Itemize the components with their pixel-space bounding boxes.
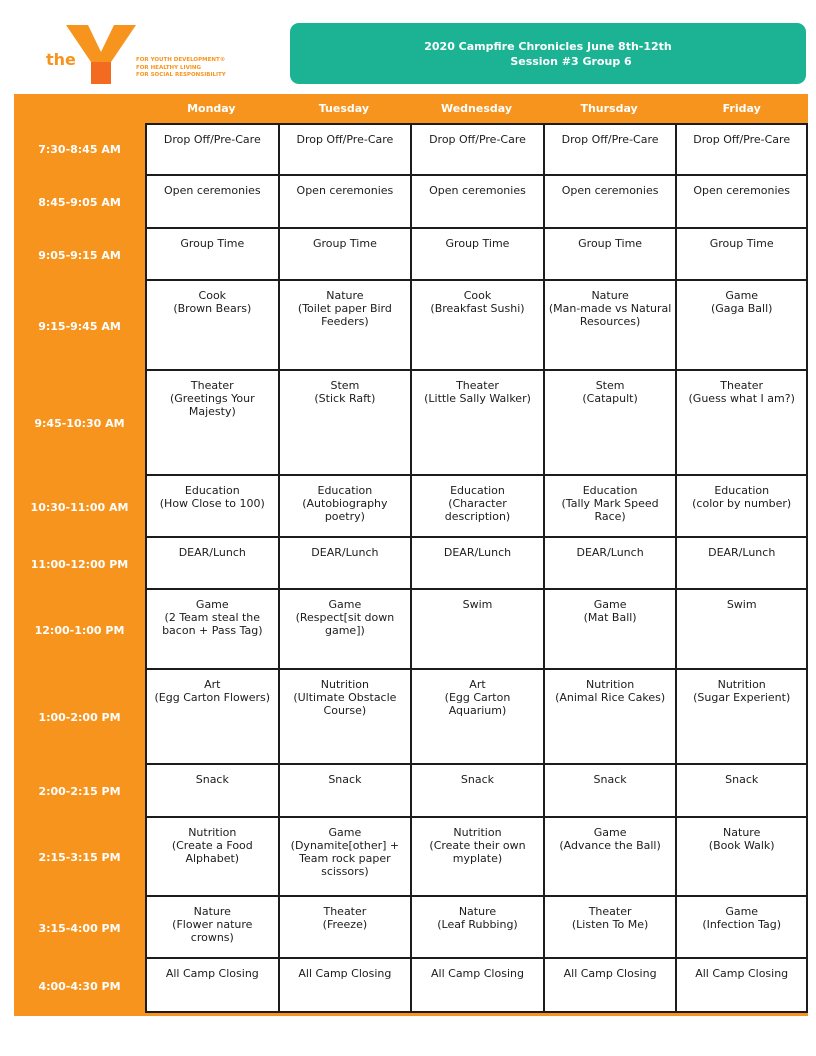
activity-cell	[410, 897, 543, 959]
activity-cell	[543, 670, 676, 765]
activity-cell	[543, 176, 676, 229]
time-slot-label: 2:15-3:15 PM	[38, 851, 121, 864]
activity-title: Nutrition	[586, 678, 635, 691]
activity-cell	[410, 590, 543, 670]
activity-detail: (Flower nature crowns)	[172, 918, 253, 944]
time-slot-label: 8:45-9:05 AM	[38, 196, 121, 209]
activity-title: Snack	[593, 773, 627, 786]
activity-cell	[278, 959, 411, 1013]
activity-detail: (Mat Ball)	[583, 611, 637, 624]
activity-cell	[675, 818, 808, 897]
activity-cell	[278, 765, 411, 818]
activity-detail: (Character description)	[444, 497, 511, 523]
activity-detail: (Egg Carton Aquarium)	[444, 691, 511, 717]
activity-title: Theater	[190, 379, 234, 392]
activity-title: Group Time	[709, 237, 774, 250]
activity-cell	[410, 281, 543, 371]
activity-cell	[543, 371, 676, 476]
activity-title: Nature	[193, 905, 231, 918]
activity-title: Nature	[458, 905, 497, 918]
activity-title: Group Time	[180, 237, 245, 250]
activity-title: Nature	[326, 289, 364, 302]
activity-detail: (Create their own myplate)	[429, 839, 526, 865]
activity-title: Snack	[195, 773, 229, 786]
activity-cell	[675, 176, 808, 229]
activity-cell	[145, 371, 278, 476]
activity-title: DEAR/Lunch	[311, 546, 379, 559]
activity-title: Drop Off/Pre-Care	[693, 133, 791, 146]
activity-title: Group Time	[312, 237, 377, 250]
activity-cell	[675, 765, 808, 818]
activity-detail: (Dynamite[other] + Team rock paper scissors)	[290, 839, 400, 878]
activity-title: Open ceremonies	[296, 184, 394, 197]
activity-detail: (Man-made vs Natural Resources)	[548, 302, 672, 328]
time-slot-label: 9:45-10:30 AM	[34, 417, 125, 430]
activity-title: Nutrition	[188, 826, 237, 839]
activity-title: Open ceremonies	[429, 184, 526, 197]
activity-cell	[278, 897, 411, 959]
time-slot-label: 12:00-1:00 PM	[34, 623, 125, 637]
activity-cell	[278, 476, 411, 538]
activity-cell	[543, 538, 676, 590]
activity-detail: (Toilet paper Bird Feeders)	[297, 302, 392, 328]
day-header-wednesday: Wednesday	[440, 102, 513, 115]
activity-cell	[278, 123, 411, 176]
activity-cell	[278, 538, 411, 590]
activity-detail: (Guess what I am?)	[688, 392, 795, 405]
activity-title: Swim	[462, 598, 493, 611]
activity-detail: (color by number)	[692, 497, 792, 510]
activity-cell	[675, 538, 808, 590]
activity-cell	[410, 959, 543, 1013]
activity-title: Art	[469, 678, 486, 691]
activity-cell	[145, 176, 278, 229]
activity-cell	[145, 670, 278, 765]
activity-cell	[145, 590, 278, 670]
activity-detail: (Respect[sit down game])	[295, 611, 395, 637]
activity-title: Stem	[595, 379, 625, 392]
activity-title: All Camp Closing	[695, 967, 789, 980]
activity-detail: (Catapult)	[582, 392, 638, 405]
activity-cell	[675, 281, 808, 371]
activity-detail: (Brown Bears)	[173, 302, 252, 315]
activity-title: Game	[195, 598, 229, 611]
time-slot-label: 2:00-2:15 PM	[38, 785, 121, 798]
activity-cell	[675, 590, 808, 670]
activity-title: Game	[328, 598, 362, 611]
activity-detail: (How Close to 100)	[159, 497, 265, 510]
activity-title: Education	[450, 484, 505, 497]
activity-cell	[410, 176, 543, 229]
activity-title: Education	[714, 484, 770, 497]
time-slot-label: 10:30-11:00 AM	[30, 500, 129, 514]
day-header-thursday: Thursday	[580, 102, 638, 115]
activity-cell	[543, 229, 676, 281]
day-header-friday: Friday	[722, 102, 761, 115]
logo-taglines	[136, 57, 226, 80]
activity-title: Theater	[588, 905, 632, 918]
logo-tagline: FOR SOCIAL RESPONSIBILITY	[136, 72, 226, 79]
activity-detail: (Greetings Your Majesty)	[169, 392, 255, 418]
activity-title: Cook	[463, 289, 492, 302]
activity-cell	[145, 818, 278, 897]
activity-title: DEAR/Lunch	[443, 546, 512, 559]
activity-title: Game	[593, 598, 627, 611]
activity-detail: (Advance the Ball)	[559, 839, 661, 852]
activity-title: Game	[593, 826, 627, 839]
activity-cell	[278, 590, 411, 670]
activity-cell	[543, 959, 676, 1013]
activity-cell	[145, 281, 278, 371]
activity-detail: (Sugar Experient)	[693, 691, 791, 704]
day-header-monday: Monday	[187, 102, 236, 115]
ymca-logo	[40, 22, 240, 88]
activity-title: Group Time	[578, 237, 643, 250]
activity-cell	[278, 229, 411, 281]
activity-title: All Camp Closing	[563, 967, 657, 980]
day-header-tuesday: Tuesday	[318, 102, 370, 115]
activity-cell	[675, 123, 808, 176]
title-banner	[290, 23, 806, 84]
activity-title: Open ceremonies	[693, 184, 791, 197]
activity-detail: (Freeze)	[322, 918, 368, 931]
logo-tagline: FOR YOUTH DEVELOPMENT®	[136, 57, 226, 63]
activity-title: Theater	[323, 905, 367, 918]
activity-cell	[278, 176, 411, 229]
activity-detail: (Egg Carton Flowers)	[154, 691, 271, 704]
activity-cell	[675, 897, 808, 959]
header-corner	[14, 94, 145, 123]
activity-title: Drop Off/Pre-Care	[296, 133, 394, 146]
ymca-y-icon	[66, 22, 136, 86]
activity-title: Theater	[720, 379, 764, 392]
activity-cell	[675, 371, 808, 476]
activity-cell	[410, 538, 543, 590]
activity-detail: (Book Walk)	[708, 839, 775, 852]
activity-cell	[145, 765, 278, 818]
activity-cell	[145, 229, 278, 281]
activity-cell	[145, 897, 278, 959]
activity-cell	[543, 765, 676, 818]
activity-detail: (Little Sally Walker)	[424, 392, 531, 405]
title-line-2: Session #3 Group 6	[510, 54, 632, 68]
activity-cell	[543, 590, 676, 670]
activity-detail: (Ultimate Obstacle Course)	[293, 691, 397, 717]
activity-title: Theater	[456, 379, 499, 392]
schedule-table	[14, 94, 808, 1016]
time-slot-label: 7:30-8:45 AM	[38, 143, 121, 156]
activity-cell	[145, 959, 278, 1013]
activity-title: All Camp Closing	[431, 967, 524, 980]
activity-detail: (Gaga Ball)	[710, 302, 773, 315]
activity-detail: (Leaf Rubbing)	[437, 918, 518, 931]
activity-title: Snack	[725, 773, 759, 786]
activity-title: Nature	[591, 289, 629, 302]
activity-title: Drop Off/Pre-Care	[163, 133, 261, 146]
activity-detail: (Breakfast Sushi)	[430, 302, 525, 315]
logo-the-text: the	[46, 50, 76, 69]
activity-title: Open ceremonies	[561, 184, 659, 197]
activity-title: Drop Off/Pre-Care	[429, 133, 526, 146]
activity-cell	[410, 765, 543, 818]
activity-title: DEAR/Lunch	[178, 546, 246, 559]
activity-detail: (Listen To Me)	[571, 918, 649, 931]
activity-detail: (Stick Raft)	[314, 392, 376, 405]
activity-title: Snack	[460, 773, 495, 786]
activity-title: Art	[204, 678, 221, 691]
activity-title: Nutrition	[320, 678, 369, 691]
activity-cell	[543, 281, 676, 371]
activity-cell	[410, 371, 543, 476]
activity-cell	[543, 818, 676, 897]
activity-title: Education	[184, 484, 240, 497]
activity-cell	[543, 123, 676, 176]
activity-title: Open ceremonies	[163, 184, 261, 197]
activity-cell	[543, 897, 676, 959]
activity-cell	[410, 476, 543, 538]
logo-tagline: FOR HEALTHY LIVING	[136, 64, 202, 71]
time-slot-label: 1:00-2:00 PM	[38, 711, 121, 724]
activity-title: Game	[725, 905, 759, 918]
activity-title: Education	[317, 484, 373, 497]
activity-title: DEAR/Lunch	[708, 546, 776, 559]
activity-cell	[675, 476, 808, 538]
activity-cell	[145, 538, 278, 590]
activity-cell	[675, 959, 808, 1013]
activity-title: Nutrition	[717, 678, 766, 691]
activity-title: Game	[725, 289, 759, 302]
time-slot-label: 11:00-12:00 PM	[30, 557, 129, 571]
title-line-1: 2020 Campfire Chronicles June 8th-12th	[424, 39, 672, 53]
activity-cell	[410, 123, 543, 176]
activity-detail: (Infection Tag)	[702, 918, 782, 931]
activity-title: DEAR/Lunch	[576, 546, 644, 559]
activity-title: All Camp Closing	[165, 967, 259, 980]
activity-title: Group Time	[445, 237, 510, 250]
time-slot-label: 4:00-4:30 PM	[38, 979, 121, 993]
activity-title: Nutrition	[453, 826, 502, 839]
activity-detail: (Create a Food Alphabet)	[171, 839, 253, 865]
activity-cell	[410, 818, 543, 897]
activity-cell	[278, 670, 411, 765]
activity-title: All Camp Closing	[298, 967, 392, 980]
activity-cell	[145, 123, 278, 176]
activity-cell	[278, 371, 411, 476]
activity-title: Game	[328, 826, 362, 839]
activity-cell	[543, 476, 676, 538]
time-slot-label: 3:15-4:00 PM	[38, 921, 121, 935]
activity-detail: (Animal Rice Cakes)	[555, 691, 666, 704]
activity-title: Cook	[198, 289, 227, 302]
activity-cell	[675, 670, 808, 765]
activity-cell	[675, 229, 808, 281]
activity-cell	[278, 818, 411, 897]
time-slot-label: 9:15-9:45 AM	[38, 319, 121, 333]
activity-title: Nature	[723, 826, 761, 839]
activity-cell	[410, 670, 543, 765]
activity-cell	[278, 281, 411, 371]
activity-title: Drop Off/Pre-Care	[561, 133, 659, 146]
activity-title: Education	[582, 484, 638, 497]
activity-title: Swim	[726, 598, 757, 611]
activity-cell	[410, 229, 543, 281]
activity-title: Snack	[328, 773, 362, 786]
activity-detail: (Autobiography poetry)	[302, 497, 388, 523]
activity-detail: (Tally Mark Speed Race)	[561, 497, 659, 523]
time-slot-label: 9:05-9:15 AM	[38, 248, 121, 262]
activity-detail: (2 Team steal the bacon + Pass Tag)	[162, 611, 263, 637]
activity-cell	[145, 476, 278, 538]
activity-title: Stem	[330, 379, 360, 392]
